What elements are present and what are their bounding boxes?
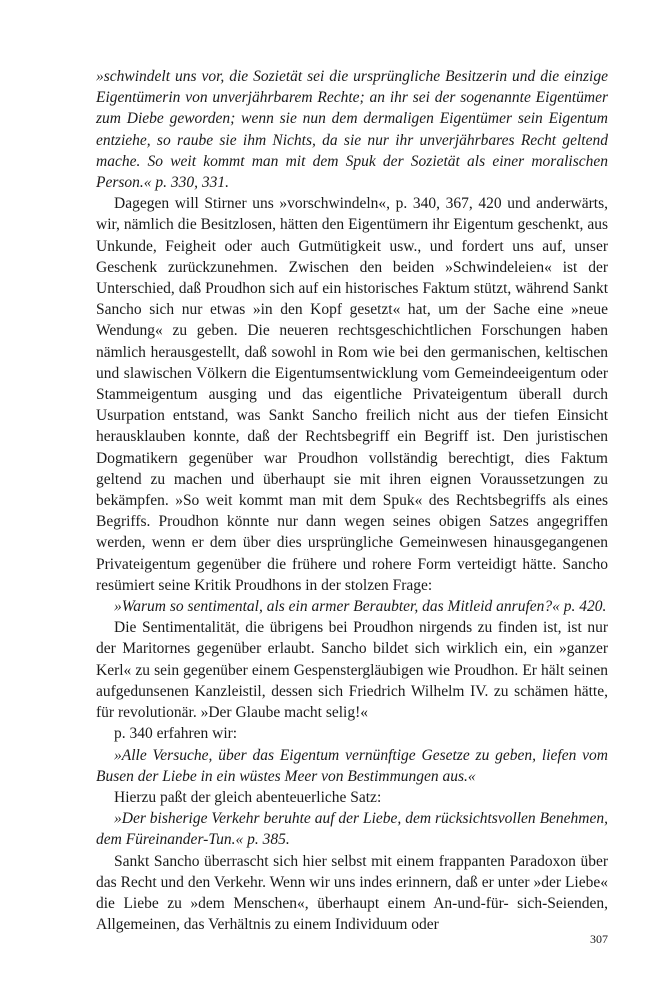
paragraph-quote-6: »Alle Versuche, über das Eigentum vernünftige Gesetze zu geben, liefen vom Busen der Liebe in ein wüstes Meer von Bestimmungen aus.«: [96, 746, 608, 785]
page-body: [96, 66, 608, 935]
page-number: 307: [590, 932, 608, 946]
paragraph-quote-1: »schwindelt uns vor, die Sozietät sei die ursprüngliche Besitzerin und die einzige Eigentümerin von unverjährbarem Rechte; an ihr sei der sogenannte Eigentümer zum Diebe geworden; wenn sie nun dem dermaligen Eigentümer sein Eigentum entziehe, so raube sie ihm Nichts, da sie nur ihr unverjährbares Recht geltend mache. So weit kommt man mit dem Spuk der Sozietät als einer moralischen Person.« p. 330, 331.: [96, 68, 608, 192]
paragraph-9: Sankt Sancho überrascht sich hier selbst mit einem frappanten Paradoxon über das Recht und den Verkehr. Wenn wir uns indes erinnern, daß er unter »der Liebe« die Liebe zu »dem Menschen«, überhaupt einem An-und-für- sich-Seienden, Allgemeinen, das Verhältnis zu einem Individuum oder: [96, 852, 608, 934]
paragraph-2: Dagegen will Stirner uns »vorschwindeln«, p. 340, 367, 420 und anderwärts, wir, nämlich die Besitzlosen, hätten den Eigentümern ihr Eigentum geschenkt, aus Unkunde, Feigheit oder auch Gutmütigkeit usw., und fordert uns auf, unser Geschenk zurückzunehmen. Zwischen den beiden »Schwindeleien« ist der Unterschied, daß Proudhon sich auf ein historisches Faktum stützt, während Sankt Sancho sich nur etwas »in den Kopf gesetzt« hat, um der Sache eine »neue Wendung« zu geben. Die neueren rechtsgeschichtlichen Forschungen haben nämlich herausgestellt, daß sowohl in Rom wie bei den germanischen, keltischen und slawischen Völkern die Eigentumsentwicklung vom Gemeindeeigentum oder Stammeigentum ausging und das eigentliche Privateigentum überall durch Usurpation entstand, was Sankt Sancho freilich nicht aus der tiefen Einsicht herausklauben konnte, daß der Rechtsbegriff ein Begriff ist. Den juristischen Dogmatikern gegenüber war Proudhon vollständig berechtigt, dies Faktum geltend zu machen und überhaupt sie mit ihren eignen Voraussetzungen zu bekämpfen. »So weit kommt man mit dem Spuk« des Rechtsbegriffs als eines Begriffs. Proudhon könnte nur dann wegen seines obigen Satzes angegriffen werden, wenn er dem über dies ursprüngliche Gemeinwesen hinausgegangenen Privateigentum gegenüber die frühere und rohere Form verteidigt hätte. Sancho resümiert seine Kritik Proudhons in der stolzen Frage:: [96, 195, 608, 594]
paragraph-quote-3: »Warum so sentimental, als ein armer Beraubter, das Mitleid anrufen?« p. 420.: [114, 598, 607, 616]
paragraph-quote-8: »Der bisherige Verkehr beruhte auf der Liebe, dem rücksichtsvollen Benehmen, dem Füreinander-Tun.« p. 385.: [96, 810, 608, 849]
paragraph-5: p. 340 erfahren wir:: [114, 725, 238, 743]
paragraph-4: Die Sentimentalität, die übrigens bei Proudhon nirgends zu finden ist, ist nur der Maritornes gegenüber erlaubt. Sancho bildet sich wirklich ein, ein »ganzer Kerl« zu sein gegenüber einem Gespenstergläubigen wie Proudhon. Er hält seinen aufgedunsenen Kanzleistil, dessen sich Friedrich Wilhelm IV. zu schämen hätte, für revolutionär. »Der Glaube macht selig!«: [96, 619, 608, 722]
paragraph-7: Hierzu paßt der gleich abenteuerliche Satz:: [114, 788, 382, 806]
